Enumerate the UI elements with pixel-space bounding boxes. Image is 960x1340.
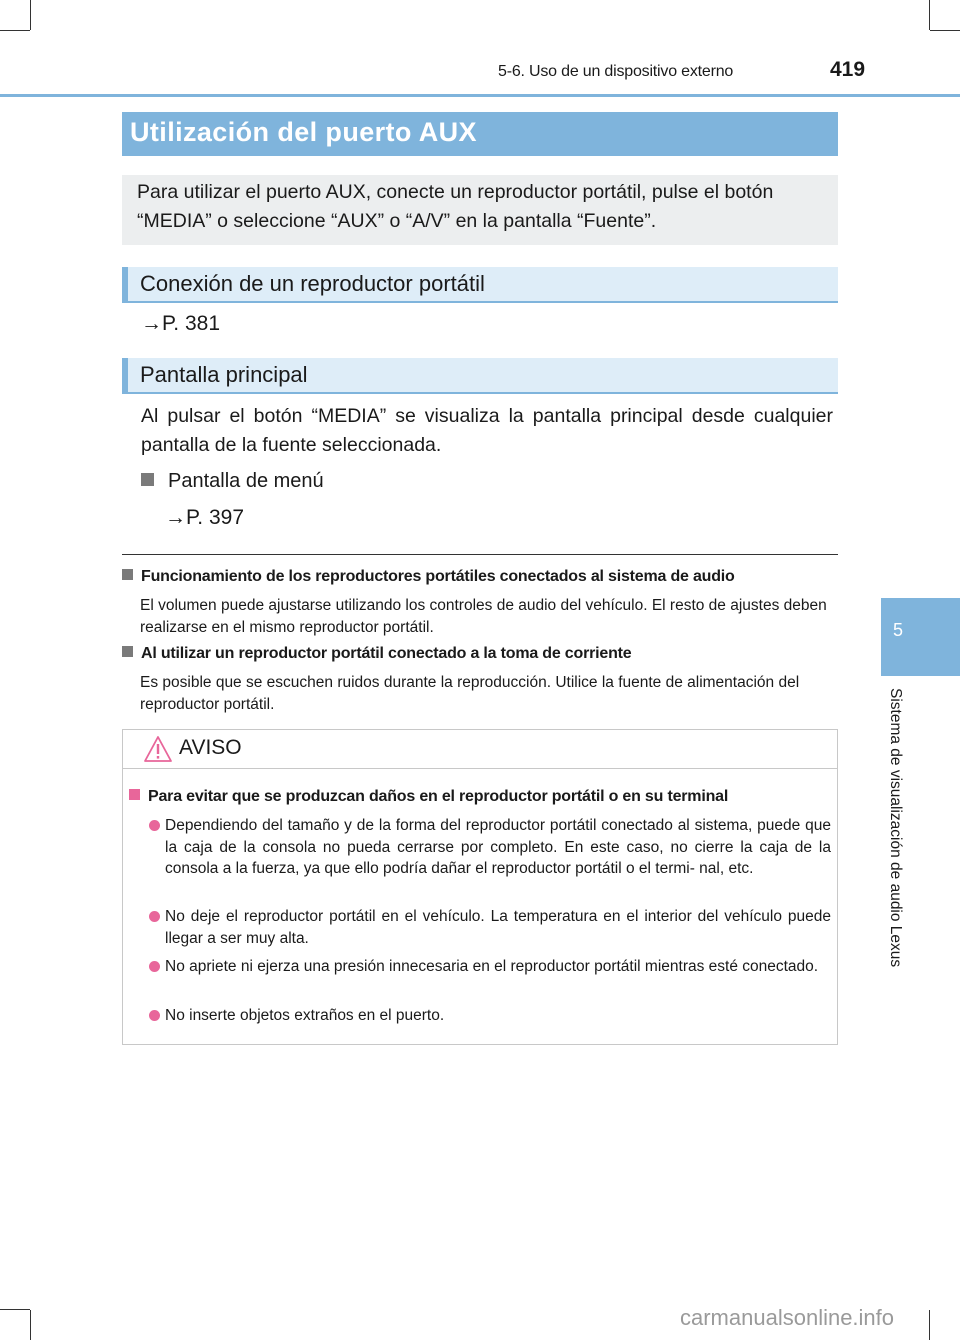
chapter-tab bbox=[881, 598, 960, 676]
warning-label: AVISO bbox=[179, 736, 242, 759]
round-bullet-icon bbox=[149, 911, 160, 922]
round-bullet-icon bbox=[149, 961, 160, 972]
page-reference-link[interactable]: →P. 397 bbox=[165, 506, 245, 529]
warning-box bbox=[122, 729, 838, 1045]
warning-header bbox=[123, 730, 837, 769]
section-header: 5-6. Uso de un dispositivo externo bbox=[498, 63, 734, 80]
warning-bullet: No apriete ni ejerza una presión innecesaria en el reproductor portátil mientras esté conectado. bbox=[149, 956, 831, 978]
section-heading-connection: Conexión de un reproductor portátil bbox=[122, 267, 838, 303]
warning-bullet: No deje el reproductor portátil en el vehículo. La temperatura en el interior del vehículo puede llegar a ser muy alta. bbox=[149, 906, 831, 949]
page-number: 419 bbox=[830, 58, 866, 81]
square-bullet-icon bbox=[122, 646, 133, 657]
watermark: carmanualsonline.info bbox=[680, 1305, 895, 1330]
note-text: El volumen puede ajustarse utilizando los controles de audio del vehículo. El resto de ajustes deben realizarse en el mismo reproductor portátil. bbox=[140, 597, 827, 636]
round-bullet-icon bbox=[149, 820, 160, 831]
crop-mark bbox=[30, 0, 31, 30]
section-heading-main-screen: Pantalla principal bbox=[122, 358, 838, 394]
square-bullet-icon bbox=[141, 473, 154, 486]
intro-text: Para utilizar el puerto AUX, conecte un reproductor portátil, pulse el botón “MEDIA” o seleccione “AUX” o “A/V” en la pantalla “Fuente”. bbox=[137, 181, 774, 232]
round-bullet-icon bbox=[149, 1010, 160, 1021]
chapter-label: Sistema de visualización de audio Lexus bbox=[887, 688, 904, 968]
main-screen-text: Al pulsar el botón “MEDIA” se visualiza la pantalla principal desde cualquier pantalla de la fuente seleccionada. bbox=[141, 405, 833, 456]
warning-heading: Para evitar que se produzcan daños en el reproductor portátil o en su terminal bbox=[129, 788, 728, 806]
crop-mark bbox=[930, 30, 960, 31]
square-bullet-icon bbox=[122, 569, 133, 580]
menu-subheading: Pantalla de menú bbox=[141, 470, 324, 493]
note-text: Es posible que se escuchen ruidos durante la reproducción. Utilice la fuente de alimentación del reproductor portátil. bbox=[140, 674, 800, 713]
page-reference-link[interactable]: →P. 381 bbox=[141, 312, 221, 335]
crop-mark bbox=[30, 1310, 31, 1340]
header-rule bbox=[0, 94, 960, 97]
square-bullet-icon bbox=[129, 789, 140, 800]
warning-bullet: Dependiendo del tamaño y de la forma del reproductor portátil conectado al sistema, puede que la caja de la consola no pueda cerrarse por completo. En este caso, no cierre la caja de la consola a la fuerza, ya que ello podría dañar el reproductor portátil o el termi- nal, etc. bbox=[149, 815, 831, 880]
intro-box bbox=[122, 175, 838, 245]
crop-mark bbox=[0, 1309, 30, 1310]
divider bbox=[122, 554, 838, 555]
crop-mark bbox=[0, 30, 30, 31]
warning-triangle-icon bbox=[143, 735, 173, 763]
chapter-number: 5 bbox=[893, 620, 904, 640]
note-heading: Funcionamiento de los reproductores portátiles conectados al sistema de audio bbox=[122, 568, 735, 586]
page-title: Utilización del puerto AUX bbox=[122, 112, 838, 156]
crop-mark bbox=[929, 1310, 930, 1340]
note-heading: Al utilizar un reproductor portátil conectado a la toma de corriente bbox=[122, 645, 631, 663]
warning-bullet: No inserte objetos extraños en el puerto. bbox=[149, 1005, 831, 1027]
crop-mark bbox=[929, 0, 930, 30]
